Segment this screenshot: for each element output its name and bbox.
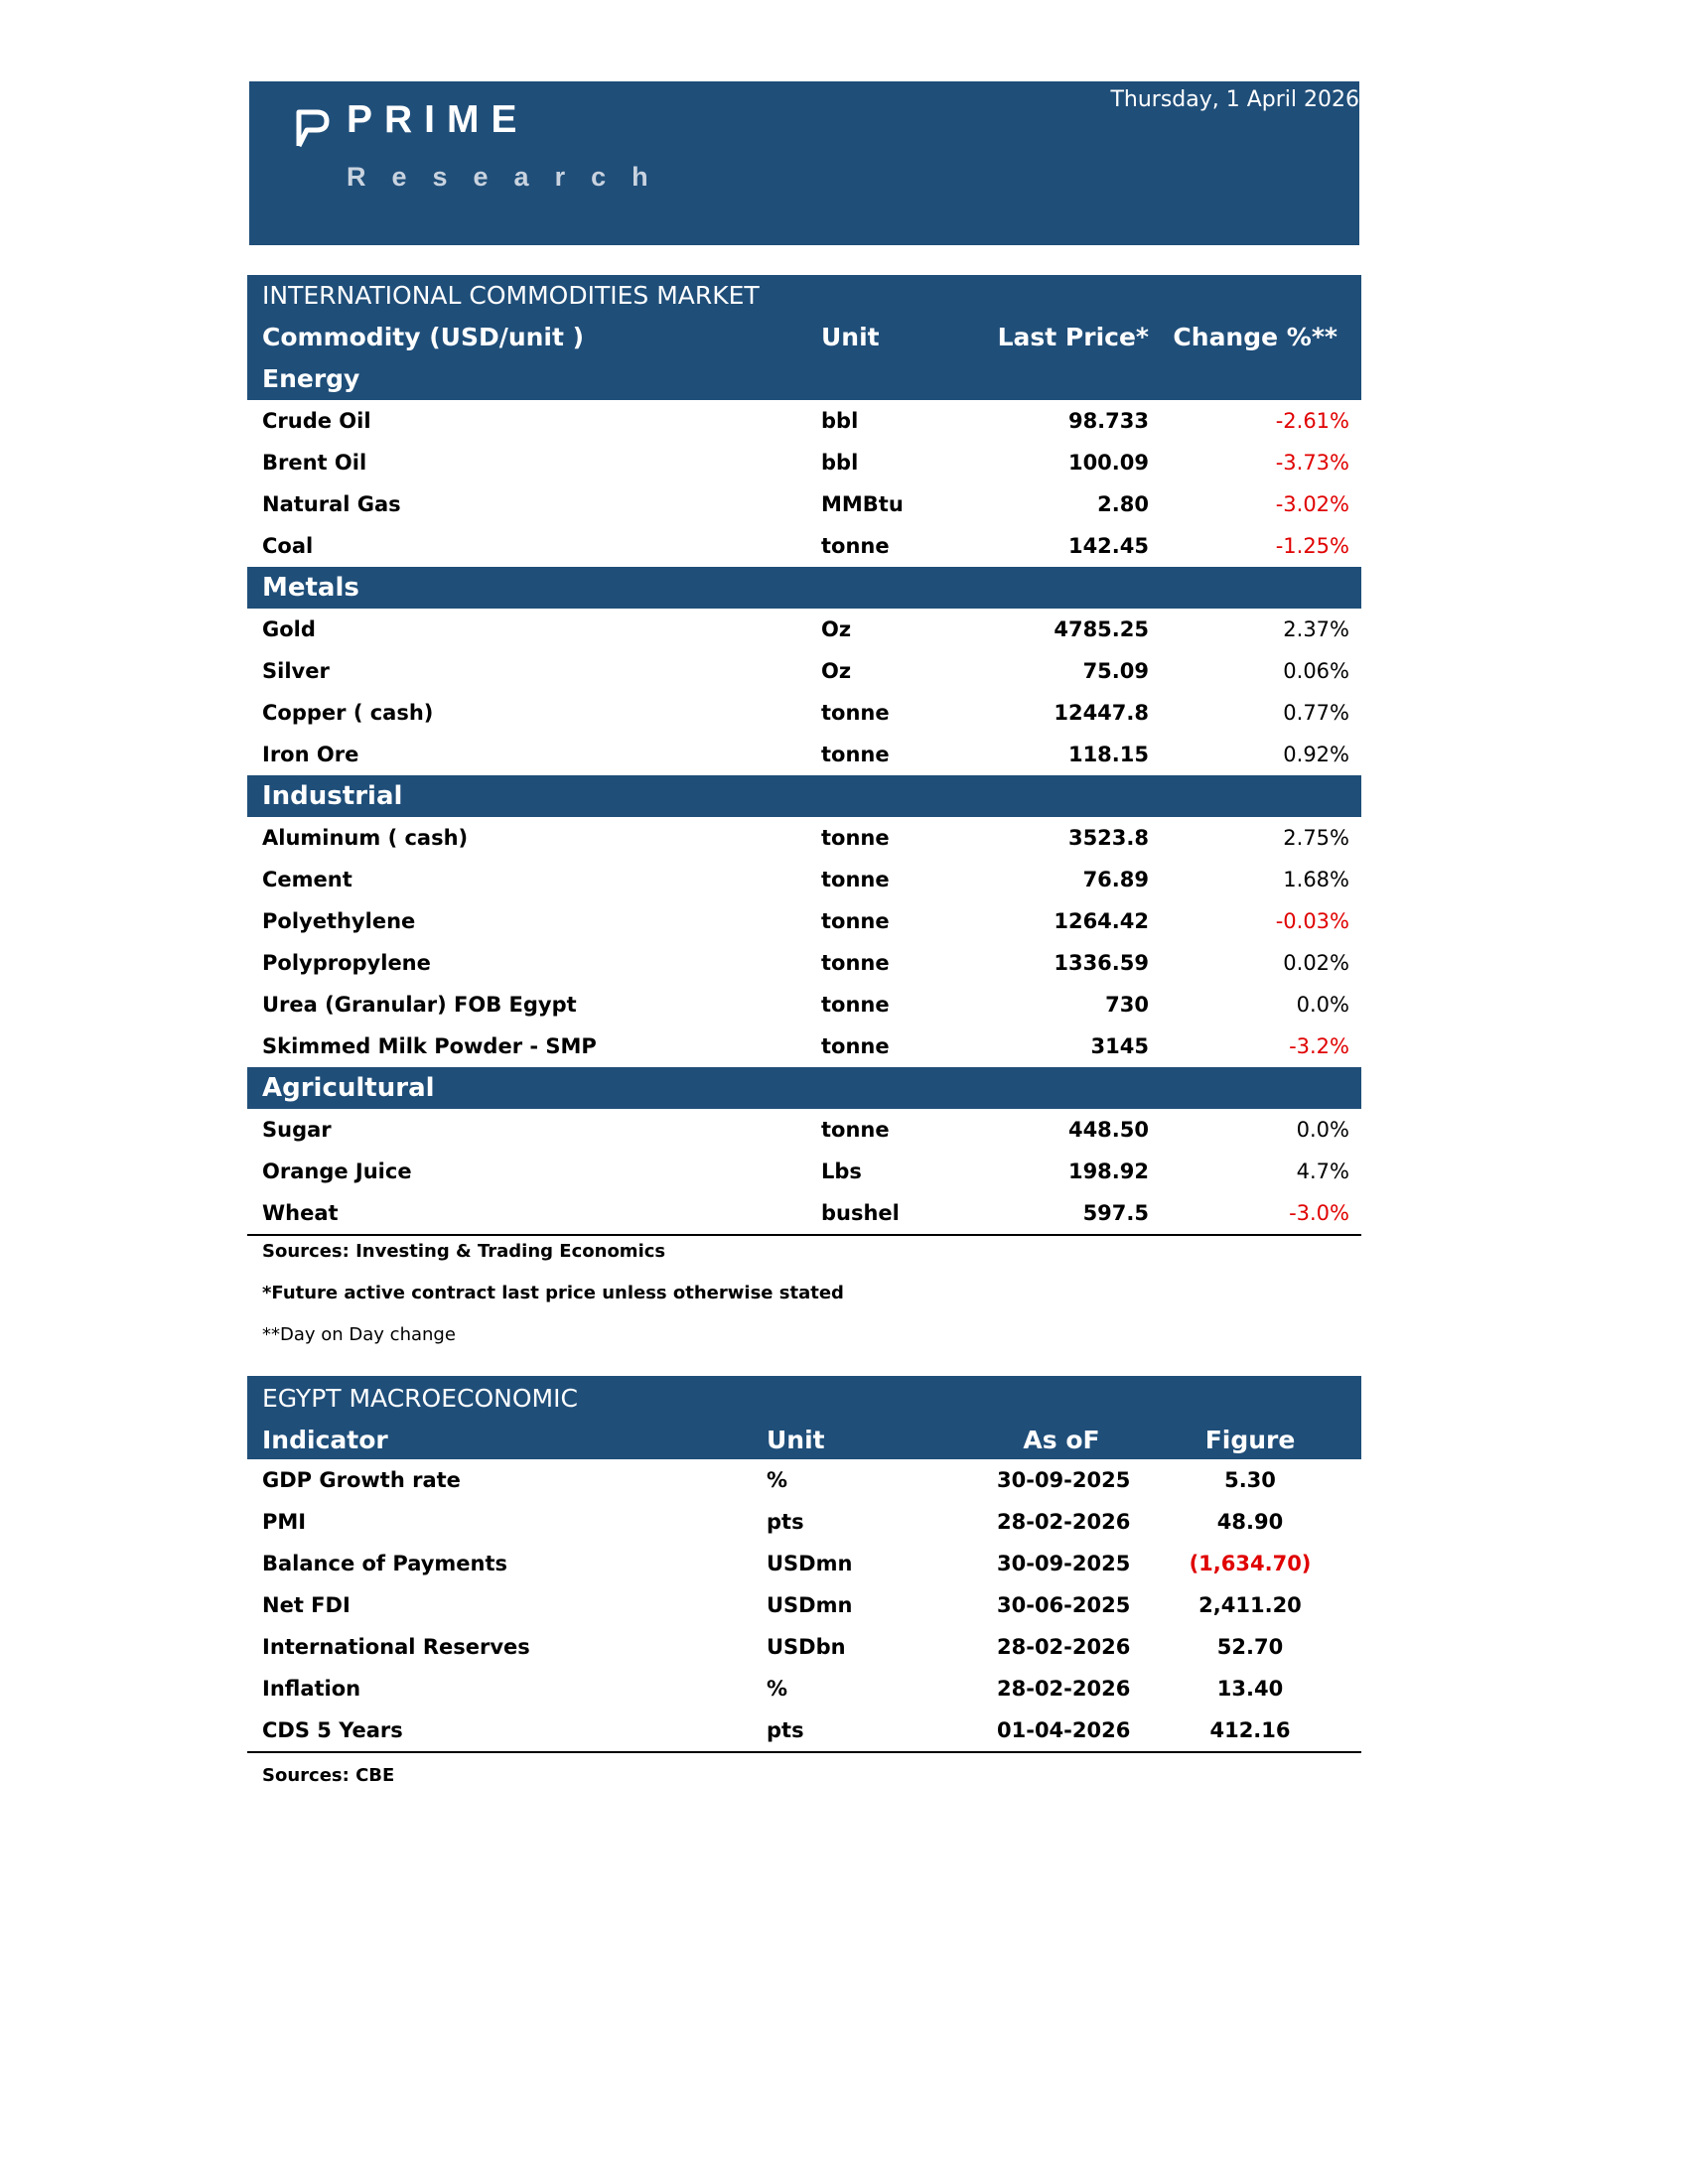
commodity-change: 1.68%: [1283, 868, 1349, 891]
commodities-body: [247, 400, 1361, 1234]
commodity-row: [247, 609, 1361, 650]
col-indicator: Indicator: [262, 1426, 388, 1454]
commodity-change: 2.75%: [1283, 826, 1349, 850]
commodity-change: -0.03%: [1275, 909, 1349, 933]
commodity-price: 100.09: [1067, 451, 1149, 475]
macro-header: [247, 1376, 1361, 1459]
commodity-change: 0.0%: [1296, 993, 1349, 1017]
commodity-change: 4.7%: [1296, 1160, 1349, 1183]
col-commodity: Commodity (USD/unit ): [262, 323, 585, 351]
indicator-as-of: 01-04-2026: [997, 1718, 1131, 1742]
commodity-unit: bushel: [821, 1201, 900, 1225]
macro-row: [247, 1584, 1361, 1626]
indicator-as-of: 30-09-2025: [997, 1552, 1131, 1575]
indicator-as-of: 28-02-2026: [997, 1635, 1131, 1659]
commodity-name: Wheat: [262, 1201, 339, 1225]
commodity-row: [247, 942, 1361, 984]
commodities-table: [247, 275, 1361, 1236]
indicator-name: Balance of Payments: [262, 1552, 508, 1575]
commodity-unit: tonne: [821, 993, 890, 1017]
commodity-change: -3.2%: [1289, 1034, 1349, 1058]
macro-row: [247, 1668, 1361, 1709]
col-change: Change %**: [1173, 323, 1337, 351]
commodity-name: Aluminum ( cash): [262, 826, 469, 850]
commodity-price: 1336.59: [1054, 951, 1149, 975]
commodity-change: 0.02%: [1283, 951, 1349, 975]
section-title: Energy: [262, 364, 360, 393]
prime-logo-icon: [295, 108, 331, 148]
indicator-as-of: 28-02-2026: [997, 1677, 1131, 1701]
report-date: Thursday, 1 April 2026: [1110, 87, 1359, 112]
commodity-change: 0.77%: [1283, 701, 1349, 725]
commodity-unit: MMBtu: [821, 492, 904, 516]
header-banner: [249, 81, 1359, 245]
commodity-unit: tonne: [821, 868, 890, 891]
commodity-name: Crude Oil: [262, 409, 371, 433]
commodity-price: 98.733: [1067, 409, 1149, 433]
commodity-row: [247, 1192, 1361, 1234]
indicator-unit: %: [767, 1468, 788, 1492]
commodity-unit: tonne: [821, 909, 890, 933]
indicator-figure: 412.16: [1209, 1718, 1291, 1742]
commodity-price: 142.45: [1067, 534, 1149, 558]
commodity-name: Urea (Granular) FOB Egypt: [262, 993, 577, 1017]
indicator-name: International Reserves: [262, 1635, 530, 1659]
day-on-day-note: **Day on Day change: [262, 1324, 456, 1345]
commodity-row: [247, 400, 1361, 442]
commodity-change: 0.92%: [1283, 743, 1349, 766]
commodity-price: 597.5: [1082, 1201, 1149, 1225]
commodity-price: 4785.25: [1054, 617, 1149, 641]
commodity-unit: Oz: [821, 617, 852, 641]
commodity-name: Gold: [262, 617, 316, 641]
commodity-row: [247, 442, 1361, 483]
section-title: Agricultural: [262, 1073, 435, 1103]
commodity-change: -2.61%: [1275, 409, 1349, 433]
commodity-price: 198.92: [1067, 1160, 1149, 1183]
section-title: Metals: [262, 573, 359, 603]
commodity-row: [247, 1109, 1361, 1151]
col-as-of: As oF: [1023, 1426, 1100, 1454]
commodity-unit: bbl: [821, 451, 859, 475]
section-title: Industrial: [262, 781, 403, 811]
macro-body: [247, 1459, 1361, 1751]
indicator-name: Net FDI: [262, 1593, 351, 1617]
commodity-price: 75.09: [1082, 659, 1149, 683]
commodity-price: 3523.8: [1067, 826, 1149, 850]
commodity-row: [247, 650, 1361, 692]
commodity-row: [247, 1151, 1361, 1192]
indicator-unit: pts: [767, 1718, 804, 1742]
indicator-figure: (1,634.70): [1189, 1552, 1312, 1575]
macro-row: [247, 1459, 1361, 1501]
commodity-name: Orange Juice: [262, 1160, 412, 1183]
commodity-price: 3145: [1090, 1034, 1149, 1058]
macro-row: [247, 1709, 1361, 1751]
indicator-figure: 2,411.20: [1198, 1593, 1302, 1617]
commodity-price: 76.89: [1082, 868, 1149, 891]
indicator-as-of: 28-02-2026: [997, 1510, 1131, 1534]
commodity-price: 1264.42: [1054, 909, 1149, 933]
commodity-unit: tonne: [821, 826, 890, 850]
commodity-name: Natural Gas: [262, 492, 401, 516]
commodity-name: Silver: [262, 659, 330, 683]
section-header: [247, 567, 1361, 609]
indicator-as-of: 30-06-2025: [997, 1593, 1131, 1617]
commodity-name: Copper ( cash): [262, 701, 434, 725]
commodity-row: [247, 692, 1361, 734]
macro-sources-note: Sources: CBE: [262, 1765, 395, 1786]
indicator-unit: pts: [767, 1510, 804, 1534]
indicator-name: GDP Growth rate: [262, 1468, 461, 1492]
indicator-name: Inflation: [262, 1677, 361, 1701]
commodity-row: [247, 859, 1361, 900]
macro-title: EGYPT MACROECONOMIC: [262, 1384, 578, 1413]
commodity-unit: bbl: [821, 409, 859, 433]
commodity-name: Polyethylene: [262, 909, 416, 933]
commodity-name: Cement: [262, 868, 352, 891]
commodity-change: 0.06%: [1283, 659, 1349, 683]
commodity-price: 448.50: [1067, 1118, 1149, 1142]
brand-subtitle: Research: [347, 162, 674, 192]
col-macro-unit: Unit: [767, 1426, 825, 1454]
indicator-figure: 52.70: [1216, 1635, 1284, 1659]
section-header: [247, 1067, 1361, 1109]
commodity-unit: tonne: [821, 534, 890, 558]
commodity-row: [247, 525, 1361, 567]
col-figure: Figure: [1204, 1426, 1296, 1454]
commodity-row: [247, 984, 1361, 1025]
commodity-row: [247, 900, 1361, 942]
commodity-row: [247, 734, 1361, 775]
commodity-row: [247, 1025, 1361, 1067]
commodity-change: -1.25%: [1275, 534, 1349, 558]
col-last-price: Last Price*: [997, 323, 1149, 351]
commodities-title: INTERNATIONAL COMMODITIES MARKET: [262, 281, 760, 310]
commodity-price: 2.80: [1097, 492, 1149, 516]
commodity-name: Iron Ore: [262, 743, 359, 766]
commodity-name: Sugar: [262, 1118, 332, 1142]
commodity-unit: tonne: [821, 1034, 890, 1058]
commodity-name: Skimmed Milk Powder - SMP: [262, 1034, 597, 1058]
section-header: [247, 775, 1361, 817]
indicator-figure: 5.30: [1224, 1468, 1276, 1492]
indicator-figure: 13.40: [1216, 1677, 1284, 1701]
macro-bottom-rule: [247, 1751, 1361, 1753]
commodity-unit: tonne: [821, 951, 890, 975]
commodity-row: [247, 483, 1361, 525]
indicator-name: CDS 5 Years: [262, 1718, 403, 1742]
indicator-unit: USDbn: [767, 1635, 846, 1659]
macro-row: [247, 1543, 1361, 1584]
col-unit: Unit: [821, 323, 880, 351]
commodity-change: -3.73%: [1275, 451, 1349, 475]
indicator-unit: USDmn: [767, 1593, 853, 1617]
commodity-unit: Lbs: [821, 1160, 862, 1183]
macro-table: [247, 1376, 1361, 1753]
commodity-change: -3.0%: [1289, 1201, 1349, 1225]
indicator-name: PMI: [262, 1510, 307, 1534]
commodity-row: [247, 817, 1361, 859]
indicator-figure: 48.90: [1216, 1510, 1284, 1534]
indicator-unit: %: [767, 1677, 788, 1701]
macro-row: [247, 1501, 1361, 1543]
commodity-price: 730: [1105, 993, 1149, 1017]
commodity-change: 2.37%: [1283, 617, 1349, 641]
future-contract-note: *Future active contract last price unless otherwise stated: [262, 1283, 844, 1303]
commodity-unit: tonne: [821, 701, 890, 725]
commodity-name: Coal: [262, 534, 314, 558]
indicator-unit: USDmn: [767, 1552, 853, 1575]
commodity-name: Polypropylene: [262, 951, 431, 975]
commodity-price: 12447.8: [1054, 701, 1149, 725]
commodity-name: Brent Oil: [262, 451, 367, 475]
macro-row: [247, 1626, 1361, 1668]
commodity-unit: Oz: [821, 659, 852, 683]
commodities-header: [247, 275, 1361, 400]
commodity-price: 118.15: [1067, 743, 1149, 766]
commodity-unit: tonne: [821, 1118, 890, 1142]
commodity-change: 0.0%: [1296, 1118, 1349, 1142]
commodity-change: -3.02%: [1275, 492, 1349, 516]
indicator-as-of: 30-09-2025: [997, 1468, 1131, 1492]
table-bottom-rule: [247, 1234, 1361, 1236]
brand-name: PRIME: [347, 98, 529, 141]
commodity-unit: tonne: [821, 743, 890, 766]
commodities-sources-note: Sources: Investing & Trading Economics: [262, 1241, 666, 1262]
